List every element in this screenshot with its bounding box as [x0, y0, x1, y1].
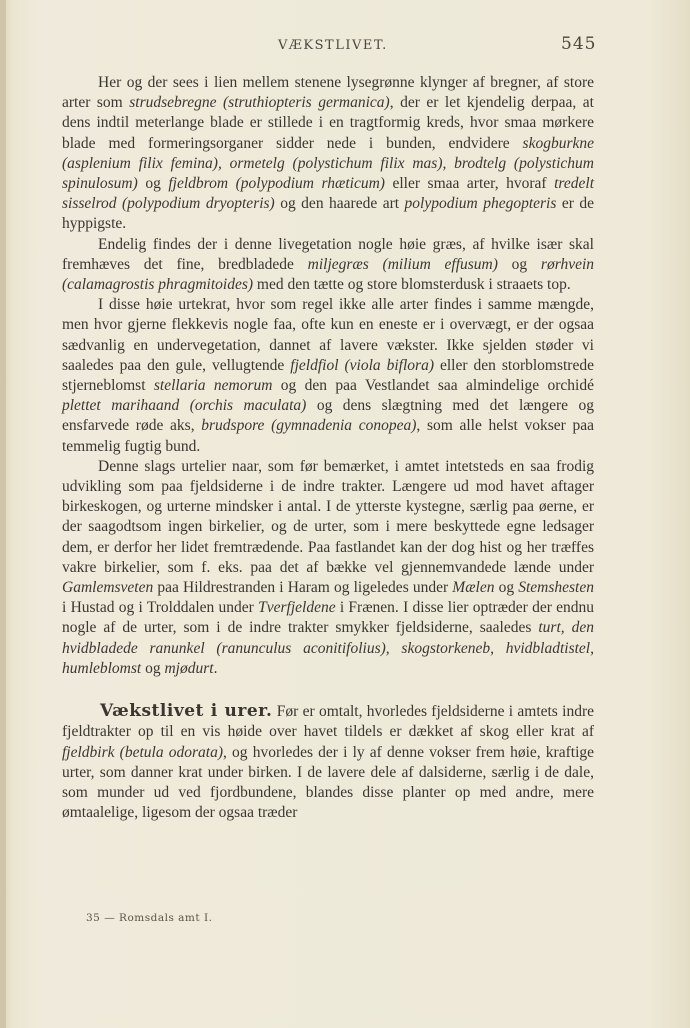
latin-species-name: fjeldfiol (viola biflora): [290, 356, 434, 374]
latin-species-name: tredelt sisselrod (polypodium dryopteris): [62, 175, 594, 213]
latin-species-name: miljegræs (milium effusum): [307, 255, 498, 273]
latin-species-name: mjødurt: [164, 659, 214, 677]
page-number: 545: [561, 34, 597, 54]
latin-species-name: brudspore (gymnadenia conopea): [201, 417, 417, 435]
latin-species-name: strudsebregne (struthiopteris germanica): [129, 94, 390, 112]
section-paragraph: [62, 701, 594, 823]
latin-species-name: Tverfjeldene: [258, 599, 336, 617]
paragraph: Her og der sees i lien mellem stenene lysegrønne klynger af bregner, af store arter som strudsebregne (struthiopteris germanica), der er let kjendelig derpaa, at dens indtil meterlange blade er stillede i en tragtformig kreds, hvor smaa mørkere blade med formeringsorganer sidder nede i bunden, endvidere skogburkne (asplenium filix femina), ormetelg (polystichum filix mas), brodtelg (polystichum spinulosum) og fjeldbrom (polypodium rhæticum) eller smaa arter, hvoraf tredelt sisselrod (polypodium dryopteris) og den haarede art polypodium phegopteris er de hyppigste.: [62, 74, 595, 233]
latin-species-name: plettet marihaand (orchis maculata): [62, 397, 307, 415]
latin-species-name: skogburkne (asplenium filix femina), ormetelg (polystichum filix mas), brodtelg (polystichum spinulosum): [62, 134, 594, 193]
latin-species-name: turt, den hvidbladede ranunkel (ranunculus aconitifolius), skogstorkeneb, hvidbladtistel, humleblomst: [62, 619, 594, 677]
body-text: [62, 73, 594, 823]
latin-species-name: stellaria nemorum: [153, 377, 273, 395]
running-title: VÆKSTLIVET.: [278, 38, 388, 53]
paragraph: I disse høie urtekrat, hvor som regel ikke alle arter findes i samme mængde, men hvor gjerne flekkevis nogle faa, ofte kun en eneste er i overvægt, er der ogsaa sædvanlig en undervegetation, dannet af lavere vækster. Ikke sjelden støder vi saaledes paa den gule, vellugtende fjeldfiol (viola biflora) eller den storblomstrede stjerneblomst stellaria nemorum og den paa Vestlandet saa almindelige orchidé plettet marihaand (orchis maculata) og dens slægtning med det længere og ensfarvede røde aks, brudspore (gymnadenia conopea), som alle helst vokser paa temmelig fugtig bund.: [62, 296, 595, 455]
section-text: Før er omtalt, hvorledes fjeldsiderne i amtets indre fjeldtrakter op til en vis høide over havet tildels er dækket af skog eller krat af fjeldbirk (betula odorata), og hvorledes der i ly af denne vokser frem høie, kraftige urter, som danner krat under birken. I de lavere dele af dalsiderne, særlig i de dale, som munder ud ved fjordbundene, blandes disse planter op med andre, mere ømtaalelige, ligesom der ogsaa træder: [62, 703, 595, 822]
paragraph: Denne slags urtelier naar, som før bemærket, i amtet intetsteds en saa frodig udvikling som paa fjeldsiderne i de indre trakter. Længere ud mod havet aftager birkeskogen, og urterne mindsker i antal. I de ytterste kystegne, særlig paa øerne, er der saagodtsom ingen birkelier, og de urter, som i mere beskyttede egne ledsager dem, er derfor her lidet fremtrædende. Paa fastlandet kan der dog hist og her træffes vakre birkelier, som f. eks. paa det af bække vel gjennemvandede lænde under Gamlemsveten paa Hildrestranden i Haram og ligeledes under Mælen og Stemshesten i Hustad og i Trolddalen under Tverfjeldene i Frænen. I disse lier optræder der endnu nogle af de urter, som i de indre trakter smykker fjeldsiderne, saaledes turt, den hvidbladede ranunkel (ranunculus aconitifolius), skogstorkeneb, hvidbladtistel, humleblomst og mjødurt.: [62, 457, 595, 677]
section-heading: Vækstlivet i urer.: [100, 701, 273, 722]
latin-species-name: rørhvein (calamagrostis phragmitoides): [62, 255, 595, 294]
latin-species-name: Stemshesten: [518, 579, 594, 597]
paragraph: Endelig findes der i denne livegetation nogle høie græs, af hvilke især skal fremhæves det fine, bredbladede miljegræs (milium effusum) og rørhvein (calamagrostis phragmitoides) med den tætte og store blomsterdusk i straaets top.: [62, 235, 595, 294]
latin-species-name: polypodium phegopteris: [404, 195, 557, 213]
page-spine-shadow: [0, 0, 6, 1028]
latin-species-name: Gamlemsveten: [62, 579, 154, 597]
page-header: [0, 34, 690, 58]
latin-species-name: fjeldbrom (polypodium rhæticum): [168, 175, 385, 193]
printer-signature: 35 — Romsdals amt I.: [86, 912, 213, 924]
latin-species-name: fjeldbirk (betula odorata): [62, 743, 224, 761]
latin-species-name: Mælen: [452, 579, 495, 597]
